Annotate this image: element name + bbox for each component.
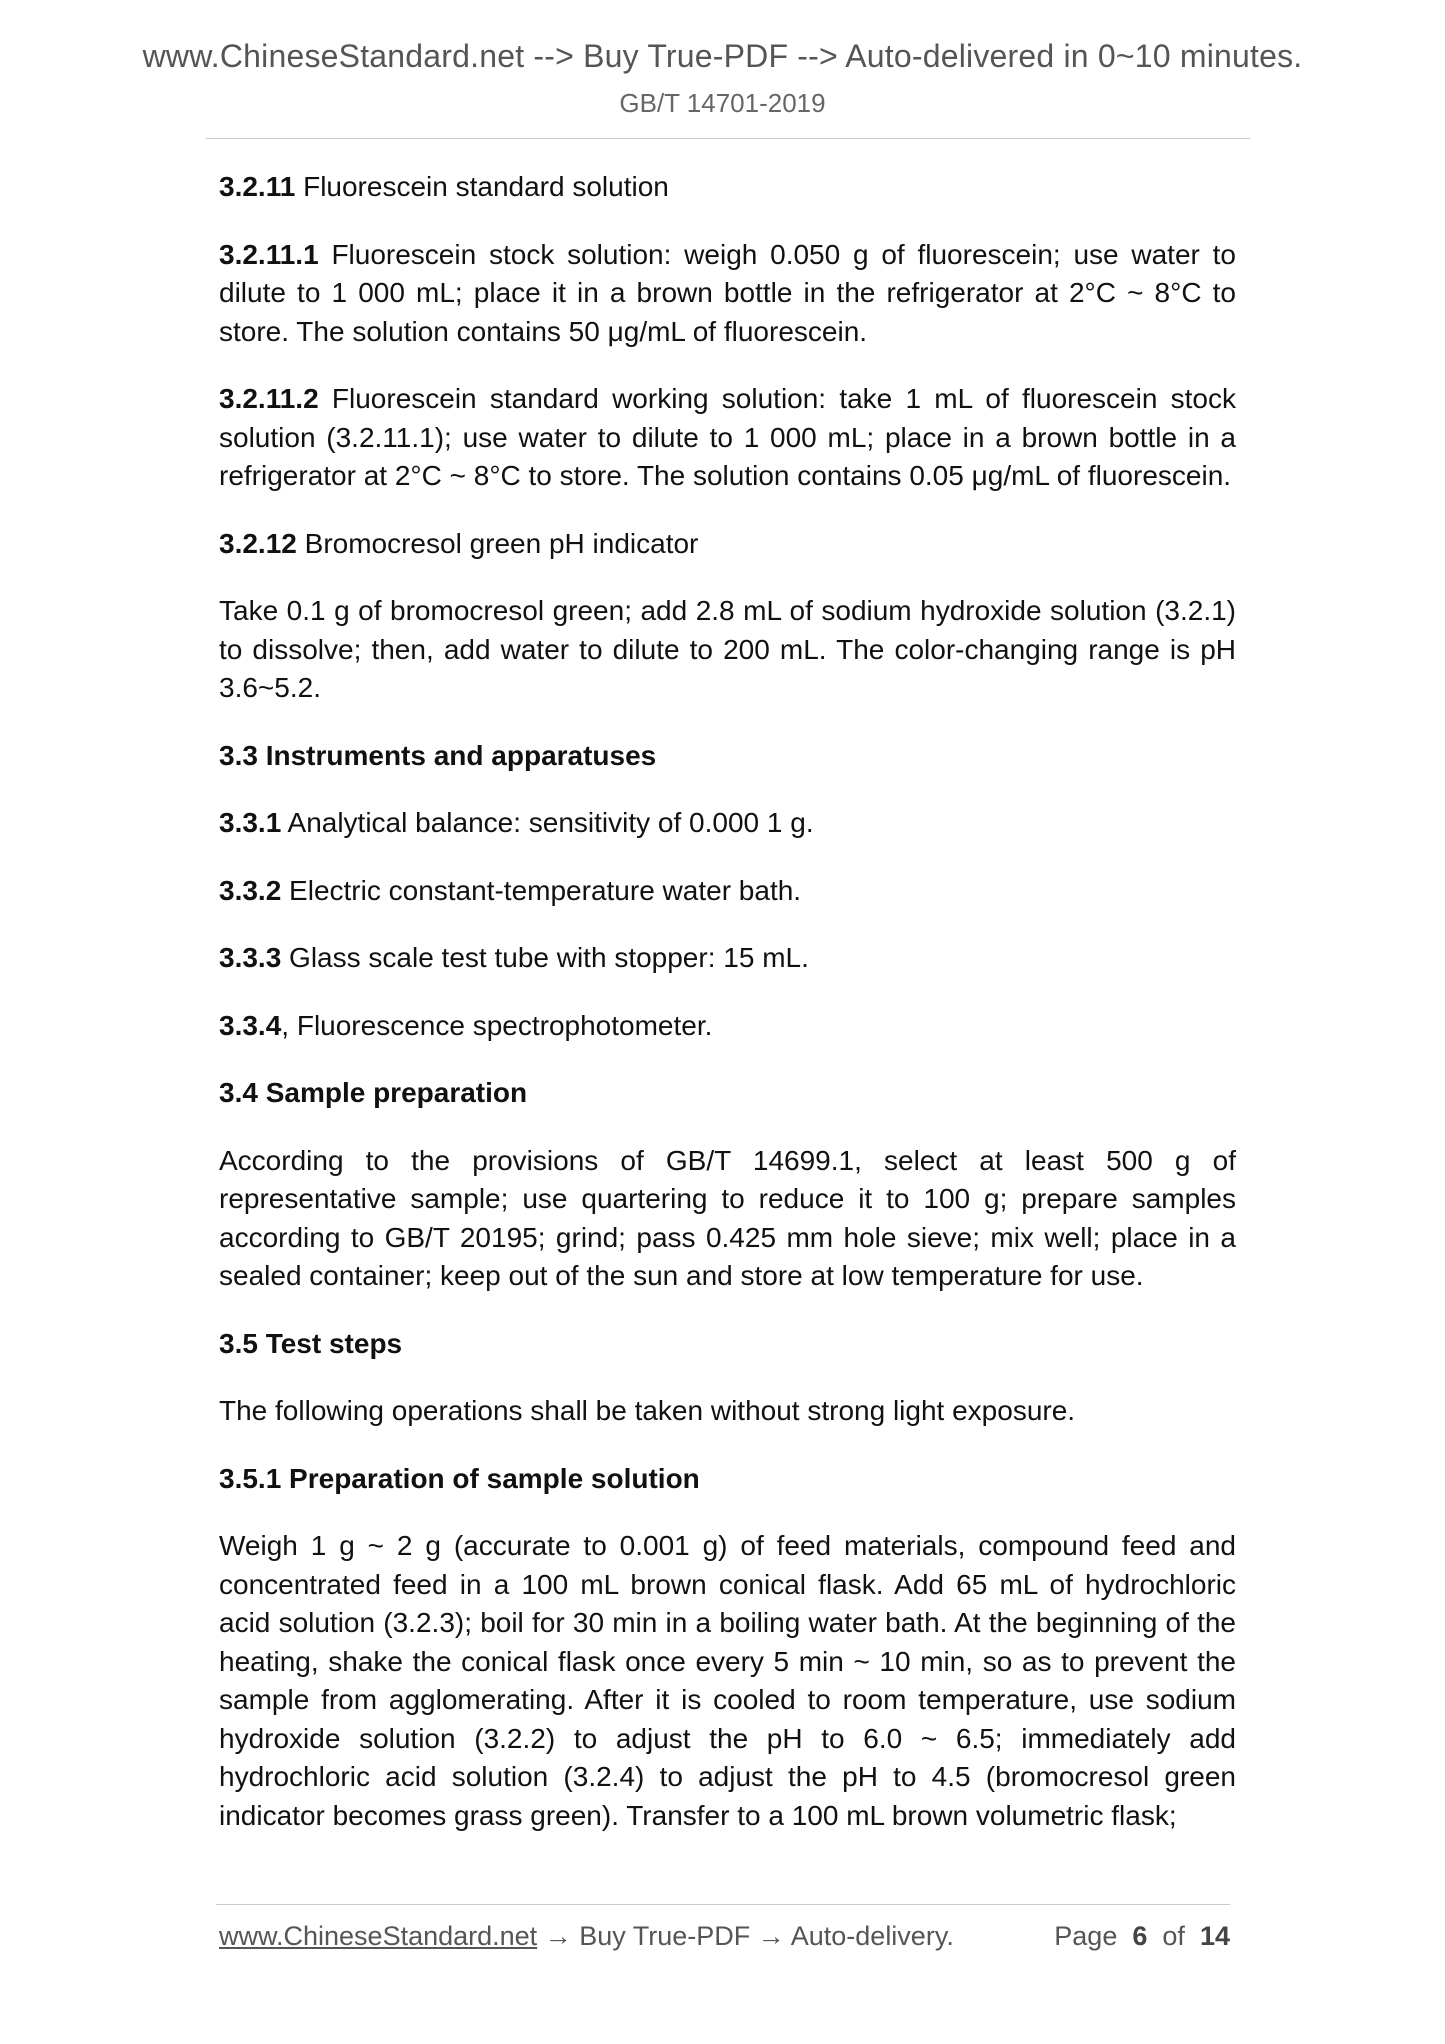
header-banner: www.ChineseStandard.net --> Buy True-PDF --> Auto-delivered in 0~10 minutes. — [142, 38, 1303, 74]
section-3-4-heading — [219, 1074, 1236, 1113]
footer-promo-text: → Buy True-PDF → Auto-delivery. — [537, 1921, 954, 1951]
clause-text: , Fluorescence spectrophotometer. — [281, 1009, 713, 1041]
footer-promo — [219, 1921, 954, 1952]
clause-3-2-11 — [219, 168, 1236, 207]
footer-divider — [216, 1904, 1230, 1905]
clause-3-3-4 — [219, 1007, 1236, 1046]
page-label: Page — [1054, 1921, 1118, 1951]
clause-number: 3.2.11.1 — [219, 238, 319, 270]
clause-number: 3.2.12 — [219, 527, 297, 559]
clause-3-2-11-2 — [219, 380, 1236, 496]
clause-text: Fluorescein stock solution: weigh 0.050 g of fluorescein; use water to dilute to 1 000 mL; place it in a brown bottle in the refrigerator at 2°C ~ 8°C to store. The solution contains 50 μg/mL of fluorescein. — [219, 238, 1236, 347]
clause-3-2-11-1 — [219, 236, 1236, 352]
section-3-5-heading — [219, 1325, 1236, 1364]
document-body — [219, 168, 1236, 1864]
section-3-3-heading — [219, 737, 1236, 776]
clause-text: Fluorescein standard working solution: take 1 mL of fluorescein stock solution (3.2.11.1); use water to dilute to 1 000 mL; place in a brown bottle in a refrigerator at 2°C ~ 8°C to store. The solution contains 0.05 μg/mL of fluorescein. — [219, 383, 1236, 491]
section-heading: 3.4 Sample preparation — [219, 1077, 528, 1108]
header-divider — [206, 138, 1250, 139]
clause-3-3-2 — [219, 872, 1236, 911]
clause-3-2-12 — [219, 525, 1236, 564]
clause-number: 3.2.11 — [219, 171, 296, 202]
clause-number: 3.3.1 — [219, 807, 282, 838]
clause-text: Glass scale test tube with stopper: 15 mL. — [281, 942, 809, 973]
section-heading: 3.5 Test steps — [219, 1327, 403, 1359]
page-indicator — [1054, 1921, 1230, 1952]
clause-text: Electric constant-temperature water bath. — [281, 874, 802, 906]
section-3-5-1-heading — [219, 1460, 1236, 1499]
section-heading: 3.3 Instruments and apparatuses — [219, 739, 657, 771]
section-heading: 3.5.1 Preparation of sample solution — [219, 1462, 700, 1494]
clause-3-3-3 — [219, 939, 1236, 978]
clause-text: Bromocresol green pH indicator — [296, 527, 699, 559]
paragraph-3-5-1: Weigh 1 g ~ 2 g (accurate to 0.001 g) of feed materials, compound feed and concentrated feed in a 100 mL brown conical flask. Add 65 mL of hydrochloric acid solution (3.2.3); boil for 30 min in a boiling water bath. At the beginning of the heating, shake the conical flask once every 5 min ~ 10 min, so as to prevent the sample from agglomerating. After it is cooled to room temperature, use sodium hydroxide solution (3.2.2) to adjust the pH to 6.0 ~ 6.5; immediately add hydrochloric acid solution (3.2.4) to adjust the pH to 4.5 (bromocresol green indicator becomes grass green). Transfer to a 100 mL brown volumetric flask; — [219, 1530, 1236, 1831]
clause-text: Analytical balance: sensitivity of 0.000 1 g. — [281, 807, 814, 838]
of-label: of — [1162, 1921, 1185, 1951]
paragraph-3-2-12: Take 0.1 g of bromocresol green; add 2.8 mL of sodium hydroxide solution (3.2.1) to dissolve; then, add water to dilute to 200 mL. The color-changing range is pH 3.6~5.2. — [219, 595, 1236, 703]
paragraph-3-5: The following operations shall be taken without strong light exposure. — [219, 1395, 1076, 1426]
paragraph-3-4: According to the provisions of GB/T 14699.1, select at least 500 g of representative sample; use quartering to reduce it to 100 g; prepare samples according to GB/T 20195; grind; pass 0.425 mm hole sieve; mix well; place in a sealed container; keep out of the sun and store at low temperature for use. — [219, 1144, 1236, 1291]
document-id: GB/T 14701-2019 — [619, 88, 826, 118]
clause-number: 3.3.2 — [219, 874, 282, 906]
clause-number: 3.3.3 — [219, 942, 282, 973]
clause-number: 3.2.11.2 — [219, 383, 319, 414]
footer-site-link[interactable]: www.ChineseStandard.net — [219, 1921, 538, 1951]
clause-3-3-1 — [219, 804, 1236, 843]
clause-number: 3.3.4 — [219, 1009, 282, 1041]
total-pages-number: 14 — [1199, 1921, 1230, 1951]
current-page-number: 6 — [1132, 1921, 1148, 1951]
clause-text: Fluorescein standard solution — [295, 171, 669, 202]
